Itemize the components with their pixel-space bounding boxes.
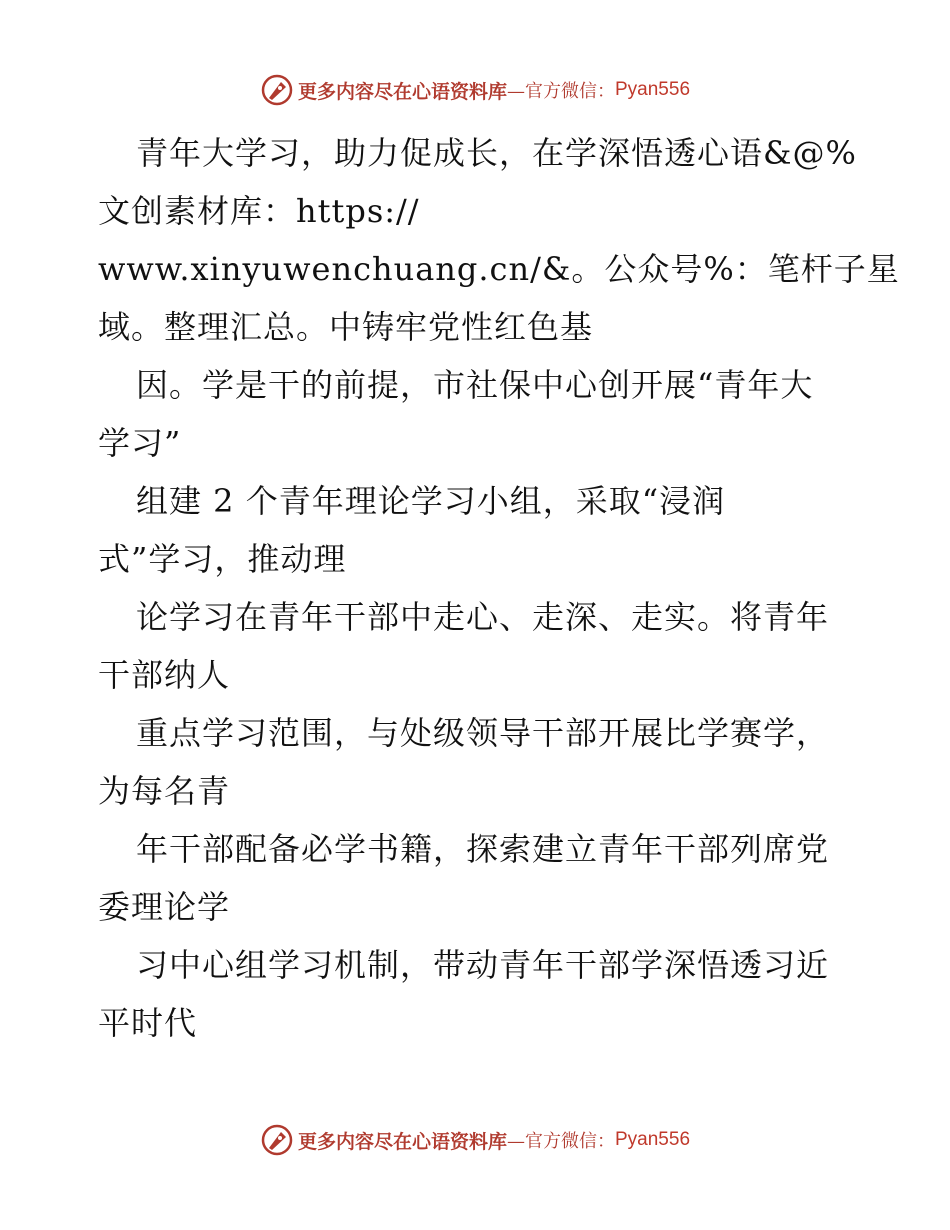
watermark-title: 更多内容尽在心语资料库 bbox=[297, 80, 507, 103]
text-line: 学习” bbox=[98, 424, 182, 462]
text-line: www.xinyuwenchuang.cn/&。公众号%：笔杆子星 bbox=[98, 250, 900, 288]
text-line: 组建 2 个青年理论学习小组，采取“浸润 bbox=[136, 482, 726, 520]
watermark-wechat-id: Pyan556 bbox=[615, 1129, 691, 1150]
text-line: 习中心组学习机制，带动青年干部学深悟透习近 bbox=[136, 946, 830, 984]
document-body bbox=[98, 124, 900, 1052]
watermark-subtitle: —官方微信： bbox=[507, 81, 615, 102]
header-watermark bbox=[0, 70, 950, 110]
pen-nib-logo-icon bbox=[260, 1123, 294, 1157]
footer-watermark bbox=[0, 1120, 950, 1160]
text-line: 式”学习，推动理 bbox=[98, 540, 347, 578]
text-line: 论学习在青年干部中走心、走深、走实。将青年 bbox=[136, 598, 830, 636]
text-line: 因。学是干的前提，市社保中心创开展“青年大 bbox=[136, 366, 814, 404]
watermark-title: 更多内容尽在心语资料库 bbox=[297, 1130, 507, 1153]
text-line: 为每名青 bbox=[98, 772, 231, 810]
watermark-subtitle: —官方微信： bbox=[507, 1131, 615, 1152]
text-line: 重点学习范围，与处级领导干部开展比学赛学， bbox=[136, 714, 830, 752]
text-line: 平时代 bbox=[98, 1004, 198, 1042]
watermark-wechat-id: Pyan556 bbox=[615, 79, 691, 100]
text-line: 年干部配备必学书籍，探索建立青年干部列席党 bbox=[136, 830, 830, 868]
text-line: 域。整理汇总。中铸牢党性红色基 bbox=[98, 308, 594, 346]
text-line: 青年大学习，助力促成长，在学深悟透心语&@% bbox=[136, 134, 857, 172]
pen-nib-logo-icon bbox=[260, 73, 294, 107]
text-line: 文创素材库：https:// bbox=[98, 192, 420, 230]
text-line: 干部纳人 bbox=[98, 656, 231, 694]
text-line: 委理论学 bbox=[98, 888, 231, 926]
